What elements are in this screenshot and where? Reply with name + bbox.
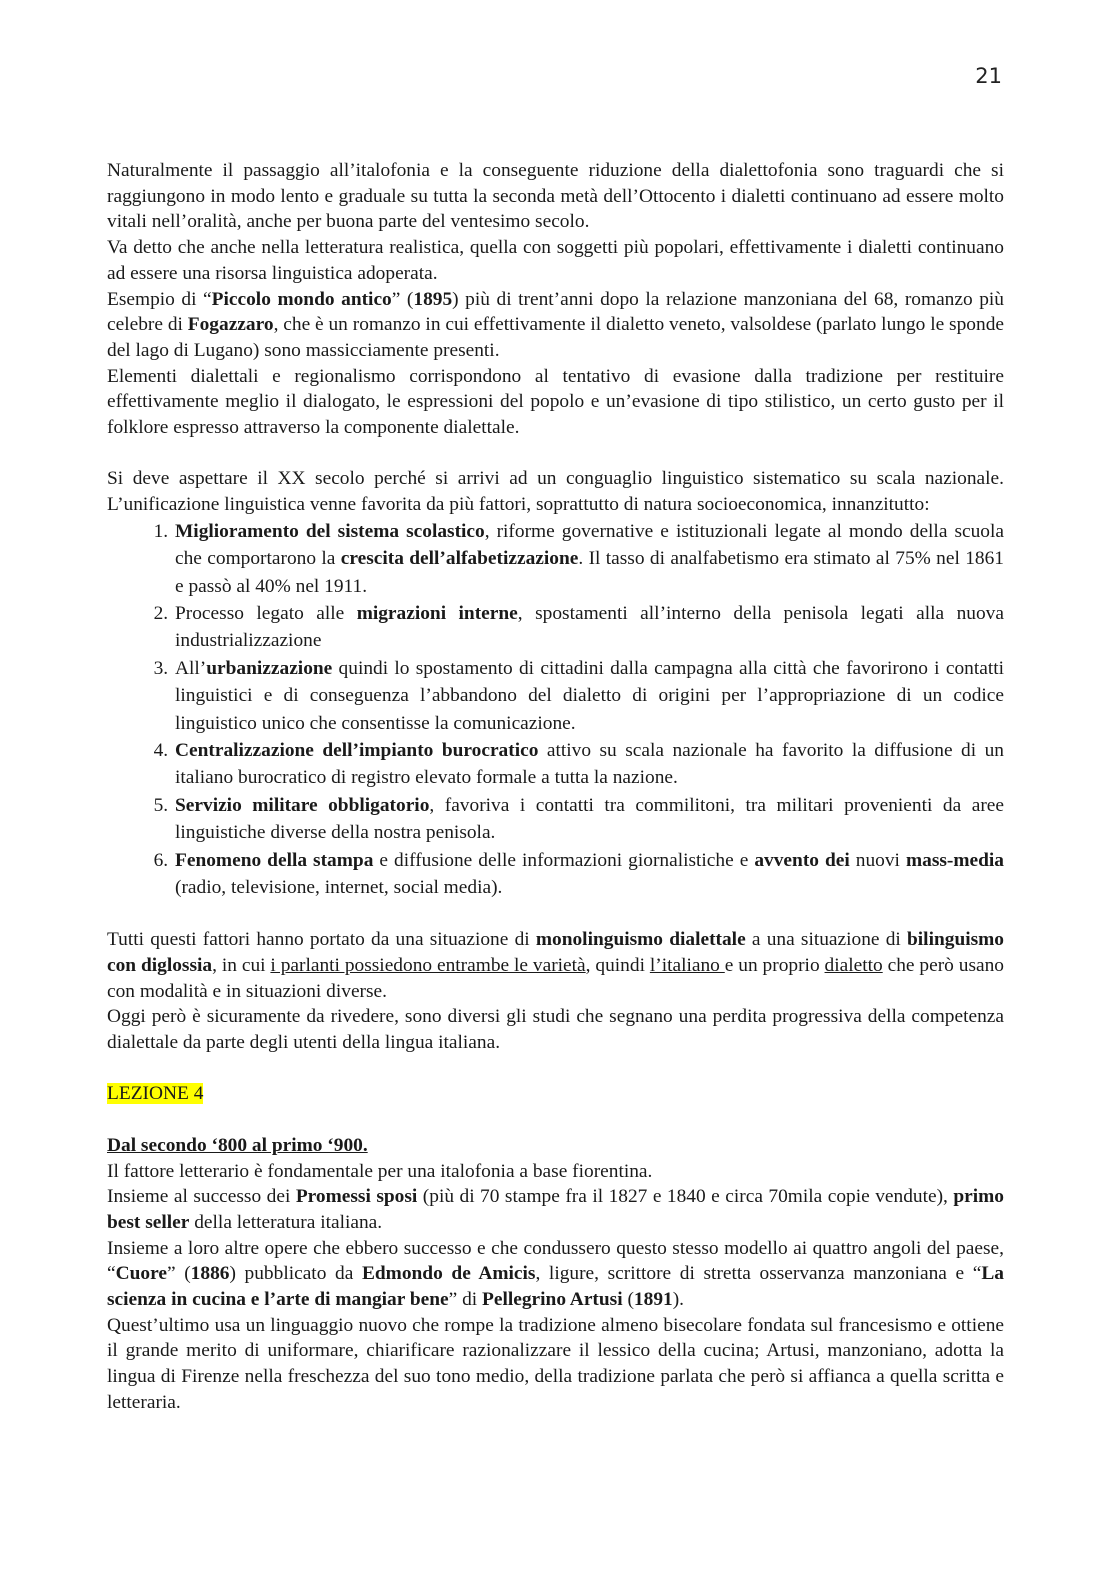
text-run: e un proprio [724,954,825,976]
text-run: , in cui [212,954,271,976]
underlined-text: i parlanti possiedono entrambe le varietà [270,954,586,976]
paragraph-promessi-sposi [107,1184,1004,1235]
text-run: Esempio di “ [107,288,212,310]
list-item [173,737,1004,792]
text-run: Processo legato alle [175,603,357,625]
text-run: Tutti questi fattori hanno portato da una situazione di [107,929,536,951]
spacer [107,902,1004,928]
underlined-text: l’italiano [649,954,725,976]
text-run: quindi lo spostamento di cittadini dalla campagna alla città che favorirono i contatti linguistici e di conseguenza l’abbandono del dialetto di origini per l’appropriazione di un codice linguistico unico che consentisse la comunicazione. [175,657,1004,734]
list-item [173,600,1004,655]
text-run: , ligure, scrittore di stretta osservanza manzoniana e “ [535,1263,982,1285]
page-number: 21 [975,64,1002,88]
bold-term: Miglioramento del sistema scolastico [175,520,485,542]
lesson-label-line [107,1081,1004,1107]
document-body [107,158,1004,1416]
paragraph-altre-opere [107,1236,1004,1313]
text-run: ” ( [391,288,414,310]
bold-term: Fenomeno della stampa [175,849,374,871]
paragraph-fattore-letterario: Il fattore letterario è fondamentale per una italofonia a base fiorentina. [107,1160,653,1182]
paragraph-bilinguismo [107,927,1004,1004]
list-item [173,518,1004,600]
bold-term: migrazioni interne [356,603,518,625]
paragraph-elementi-dialettali: Elementi dialettali e regionalismo corrispondono al tentativo di evasione dalla tradizione per restituire effettivamente meglio il dialogato, le espressioni del popolo e un’evasione di tipo stilistico, un certo gusto per il folklore espresso attraverso la componente dialettale. [107,365,1004,439]
text-run: della letteratura italiana. [189,1211,383,1233]
text-run: , favoriva i contatti tra commilitoni, tra militari provenienti da aree linguistiche diverse della nostra penisola. [175,794,1004,844]
text-run: ) pubblicato da [229,1263,362,1285]
text-run: Insieme al successo dei [107,1186,296,1208]
lesson-label: LEZIONE 4 [107,1083,204,1105]
text-run: che però usano con modalità e in situazioni diverse. [107,954,1004,1002]
list-item [173,847,1004,902]
text-run: attivo su scala nazionale ha favorito la diffusione di un italiano burocratico di registro elevato formale a tutta la nazione. [175,740,1004,789]
factors-list [107,518,1004,902]
bold-title: Promessi sposi [295,1186,418,1208]
paragraph-artusi: Quest’ultimo usa un linguaggio nuovo che rompe la tradizione almeno bisecolare fondata sul francesismo e ottiene il grande merito di uniformare, chiarificare razionalizzare il lessico della cucina; Artusi, manzoniano, adotta la lingua di Firenze nella freschezza del suo tono medio, della tradizione parlata che però si affianca a quella scritta e letteraria. [107,1314,1004,1413]
bold-term: Servizio militare obbligatorio [175,794,430,816]
bold-term: crescita dell’alfabetizzazione [340,548,579,570]
bold-title: Cuore [115,1263,167,1285]
bold-term: mass-media [905,849,1004,871]
text-run: ). [672,1289,685,1311]
spacer [107,1107,1004,1133]
bold-year: 1886 [190,1263,230,1285]
bold-term: bilinguismo con diglossia [107,929,1005,976]
bold-term: avvento dei [754,849,850,871]
bold-term: Centralizzazione dell’impianto burocratico [175,740,539,762]
paragraph-letteratura-realistica: Va detto che anche nella letteratura realistica, quella con soggetti più popolari, effettivamente i dialetti continuano ad essere una risorsa linguistica adoperata. [107,237,1004,284]
paragraph-italofonia: Naturalmente il passaggio all’italofonia e la conseguente riduzione della dialettofonia sono traguardi che si raggiungono in modo lento e graduale su tutta la seconda metà dell’Ottocento i dialetti continuano ad essere molto vitali nell’oralità, anche per buona parte del ventesimo secolo. [107,160,1004,233]
section-heading: Dal secondo ‘800 al primo ‘900. [107,1134,368,1156]
text-run: , quindi [585,954,650,976]
text-run: ( [622,1289,634,1311]
paragraph-xx-secolo: Si deve aspettare il XX secolo perché si arrivi ad un conguaglio linguistico sistematico su scala nazionale. L’unificazione linguistica venne favorita da più fattori, soprattutto di natura socioeconomica, innanzitutto: [107,468,1004,516]
list-item [173,655,1004,737]
text-run: a una situazione di [745,929,908,951]
paragraph-piccolo-mondo-antico [107,287,1004,364]
text-run: Insieme a loro altre opere che ebbero successo e che condussero questo stesso modello ai quattro angoli del paese, “ [107,1237,1004,1285]
text-run: e diffusione delle informazioni giornalistiche e [373,849,755,871]
text-run: (radio, televisione, internet, social media). [175,877,503,899]
text-run: nuovi [849,849,906,871]
bold-title: Piccolo mondo antico [211,288,392,310]
bold-term: primo best seller [107,1186,1005,1233]
bold-year: 1895 [413,288,453,310]
text-run: All’ [175,657,207,679]
text-run: , che è un romanzo in cui effettivamente il dialetto veneto, valsoldese (parlato lungo le sponde del lago di Lugano) sono massicciamente presenti. [107,314,1004,361]
text-run: ) più di trent’anni dopo la relazione manzoniana del 68, romanzo più celebre di [107,288,1005,336]
bold-author: Fogazzaro [187,314,274,336]
bold-term: urbanizzazione [206,657,333,679]
paragraph-oggi: Oggi però è sicuramente da rivedere, sono diversi gli studi che segnano una perdita progressiva della competenza dialettale da parte degli utenti della lingua italiana. [107,1006,1004,1054]
text-run: ” di [448,1289,483,1311]
text-run: . Il tasso di analfabetismo era stimato al 75% nel 1861 e passò al 40% nel 1911. [175,548,1005,597]
section-heading-line [107,1133,1004,1159]
spacer [107,1056,1004,1082]
text-run: , riforme governative e istituzionali legate al mondo della scuola che comportarono la [175,520,1004,570]
text-run: , spostamenti all’interno della penisola legati alla nuova industrializzazione [175,603,1004,652]
bold-year: 1891 [633,1289,673,1311]
bold-author: Edmondo de Amicis [361,1263,536,1285]
bold-title: La scienza in cucina e l’arte di mangiar bene [107,1263,1004,1311]
text-run: (più di 70 stampe fra il 1827 e 1840 e circa 70mila copie vendute), [417,1186,954,1208]
underlined-text: dialetto [824,954,883,976]
bold-term: monolinguismo dialettale [535,929,746,951]
spacer [107,441,1004,467]
list-item [173,792,1004,847]
text-run: ” ( [166,1263,191,1285]
bold-author: Pellegrino Artusi [482,1289,623,1311]
